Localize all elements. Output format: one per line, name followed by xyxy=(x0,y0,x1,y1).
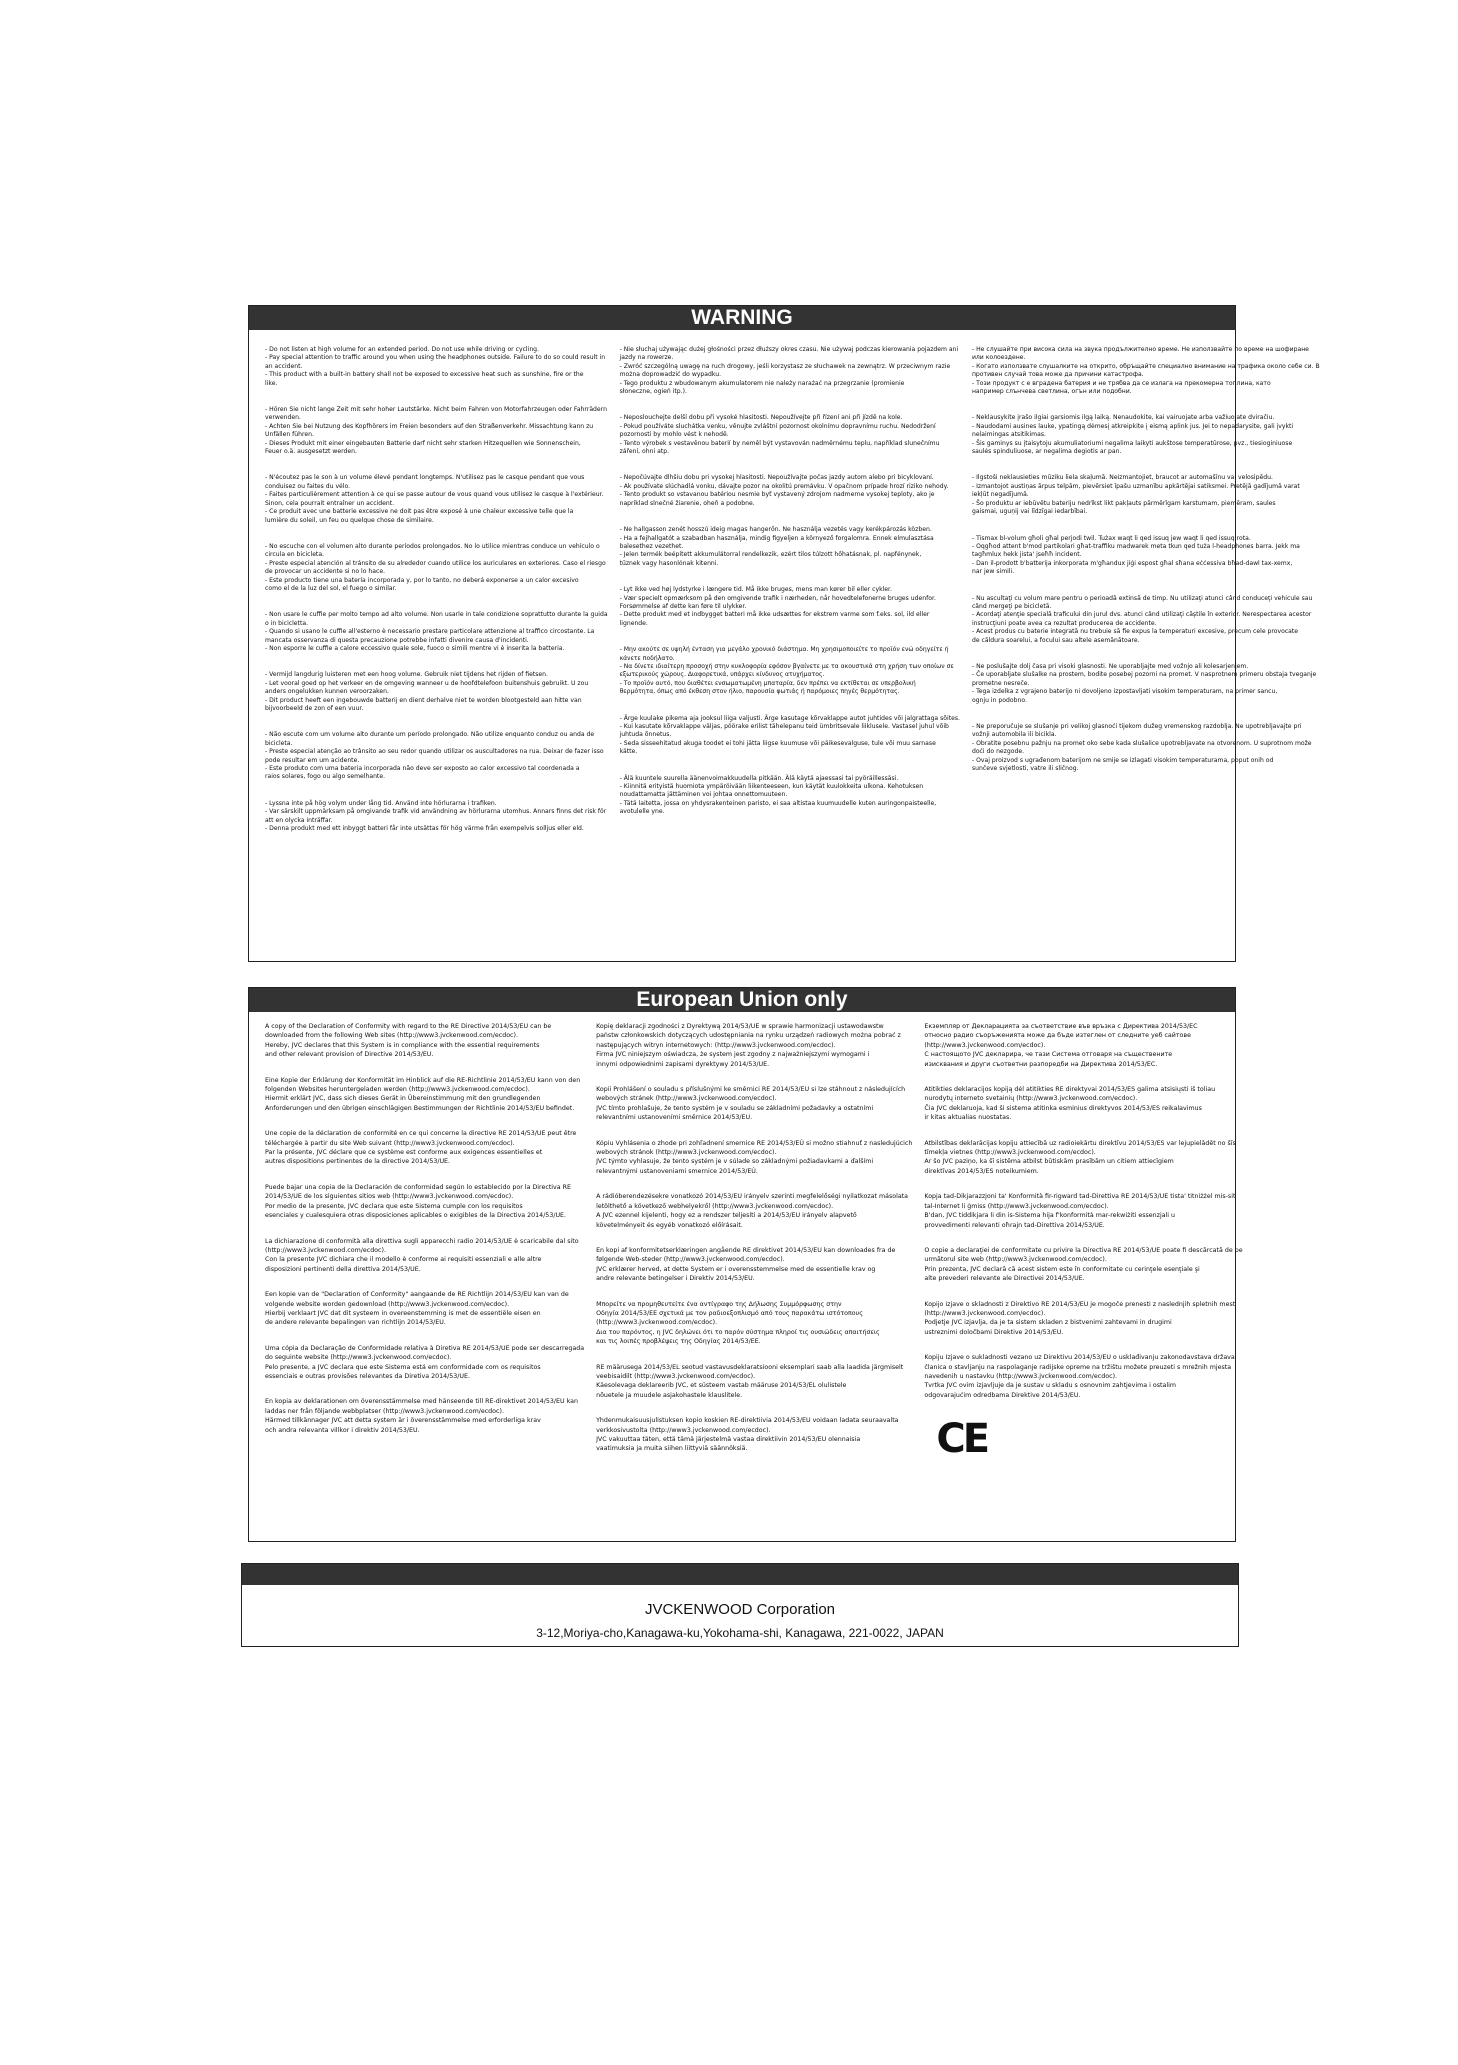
warning-text-line: Forsømmelse af dette kan føre til ulykker. xyxy=(619,602,747,610)
warning-text-line: juhtuda õnnetus. xyxy=(619,731,672,739)
warning-text-line: - Не слушайте при висока сила на звука продължително време. Не използвайте по време на шофиране xyxy=(971,346,1309,353)
eu-text-line: Con la presente JVC dichiara che il modello è conforme ai requisiti essenziali e alle altre xyxy=(265,1256,542,1264)
eu-text-line: B'dan, JVC tiddikjara li din is-Sistema hija f'konformità mar-rekwiżiti essenzjali u xyxy=(924,1212,1176,1220)
warning-text-line: záření, ohni atp. xyxy=(619,448,670,456)
warning-text-line: tűznek vagy hasonlónak kitenni. xyxy=(619,559,719,567)
eu-paragraph xyxy=(924,1192,1242,1230)
warning-paragraph xyxy=(265,671,608,713)
warning-paragraph xyxy=(972,346,1320,396)
company-name: JVCKENWOOD Corporation xyxy=(644,1601,836,1618)
warning-text-line: - Oqgħod attent b'mod partikolari għat-traffiku madwarek meta tkun qed tuża l-headphones barra. Jekk ma xyxy=(971,542,1300,550)
warning-paragraph xyxy=(265,611,608,653)
eu-text-line: A JVC ezennel kijelenti, hogy ez a rendszer teljesíti a 2014/53/EU irányelv alapvető xyxy=(596,1212,857,1220)
eu-text-line: Une copie de la déclaration de conformité en ce qui concerne la directive RE 2014/53/UE peut être xyxy=(265,1130,577,1138)
eu-text-line: państw członkowskich dotyczących udostępniania na rynku urządzeń radiowych można pobrać z xyxy=(596,1032,901,1040)
eu-paragraph xyxy=(924,1353,1242,1400)
warning-paragraph xyxy=(972,595,1320,645)
warning-paragraph xyxy=(620,646,960,696)
warning-text-line: avotulelle yne. xyxy=(619,808,665,816)
eu-text-line: (http://www3.jvckenwood.com/ecdoc). xyxy=(924,1041,1046,1049)
eu-text-line: tal-Internet li ġmiss (http://www3.jvckenwood.com/ecdoc). xyxy=(924,1202,1109,1210)
ce-mark: CE xyxy=(936,1416,988,1463)
warning-text-line: att en olycka inträffar. xyxy=(265,816,333,824)
eu-text-line: următorul site web (http://www3.jvckenwood.com/ecdoc). xyxy=(924,1256,1107,1264)
warning-text-line: jazdy na rowerze. xyxy=(619,354,674,362)
eu-text-line: Yhdenmukaisuusjulistuksen kopio koskien RE-direktiivia 2014/53/EU voidaan ladata seuraavalta xyxy=(596,1417,899,1425)
warning-text-line: an accident. xyxy=(265,362,303,370)
warning-text-line: - Pokud používáte sluchátka venku, věnujte zvláštní pozornost okolnímu dopravnímu ruchu. Nedodržení xyxy=(619,422,936,430)
eu-text-line: Tvrtka JVC ovim izjavljuje da je sustav u skladu s osnovnim zahtjevima i ostalim xyxy=(924,1382,1176,1390)
eu-text-line: Een kopie van de "Declaration of Conformity" aangaande de RE Richtlijn 2014/53/EU kan van de xyxy=(265,1291,569,1299)
eu-text-line: and other relevant provision of Directive 2014/53/EU. xyxy=(265,1051,434,1059)
warning-text-line: lumière du soleil, un feu ou quelque chose de similaire. xyxy=(265,516,434,524)
eu-text-line: essenciais e outras provisões relevantes da Diretiva 2014/53/UE. xyxy=(265,1372,470,1380)
footer-section xyxy=(241,1563,1239,1647)
warning-paragraph xyxy=(265,474,608,524)
warning-text-line: bicicleta. xyxy=(265,739,293,747)
warning-paragraph xyxy=(972,723,1320,773)
warning-text-line: - Tismax bl-volum għoli għal perjodi twil. Tużax waqt li qed issuq jew waqt li qed issuq rota. xyxy=(971,534,1251,542)
warning-text-line: Feuer o.ä. ausgesetzt werden. xyxy=(265,448,357,456)
warning-text-line: doći do nezgode. xyxy=(971,748,1025,756)
warning-text-line: verwenden. xyxy=(265,414,301,422)
warning-text-line: - Този продукт с е вградена батерия и не трябва да се излага на прекомерна топлина, като xyxy=(971,379,1271,387)
warning-title: WARNING xyxy=(249,306,1235,330)
warning-text-line: - Pay special attention to traffic around you when using the headphones outside. Failure to do so could result in xyxy=(265,354,606,362)
eu-text-line: vaatimuksia ja muita siihen liittyviä säännöksiä. xyxy=(596,1445,748,1453)
warning-text-line: vožnji automobila ili bicikla. xyxy=(971,731,1057,739)
warning-text-line: - Kiinnitä erityistä huomiota ympäröivään liikenteeseen, kun käytät kuulokkeita ulkona. Kehotuksen xyxy=(619,783,924,791)
warning-text-line: κάνετε ποδήλατο. xyxy=(619,654,675,662)
eu-text-line: téléchargée à partir du site Web suivant (http://www3.jvckenwood.com/ecdoc). xyxy=(265,1139,515,1147)
warning-paragraph xyxy=(620,346,960,396)
company-address: 3-12,Moriya-cho,Kanagawa-ku,Yokohama-shi, Kanagawa, 221-0022, JAPAN xyxy=(536,1626,944,1640)
warning-text-line: - Nie słuchaj używając dużej głośności przez dłuższy okres czasu. Nie używaj podczas kierowania pojazdem ani xyxy=(619,346,959,353)
eu-text-line: nurodytų interneto svetainių (http://www3.jvckenwood.com/ecdoc). xyxy=(924,1095,1138,1103)
warning-text-line: de provocar un accidente si no lo hace. xyxy=(265,568,386,576)
warning-text-line: anders ongelukken kunnen veroorzaken. xyxy=(265,688,389,696)
warning-text-line: - Jelen termék beépített akkumulátorral rendelkezik, ezért tilos túlzott hőhatásnak, pl. napfénynek, xyxy=(619,551,922,559)
eu-text-line: Kópiu Vyhlásenia o zhode pri zohľadnení smernice RE 2014/53/EÚ si možno stiahnuť z nasledujúcich xyxy=(596,1139,913,1147)
warning-text-line: - Μην ακούτε σε υψηλή ένταση για μεγάλο χρονικό διάστημα. Μη χρησιμοποιείτε το προϊόν ενώ οδηγείτε ή xyxy=(619,646,949,654)
warning-text-line: bijvoorbeeld de zon of een vuur. xyxy=(265,705,364,712)
warning-paragraph xyxy=(620,526,960,568)
eu-text-line: JVC tímto prohlašuje, že tento systém je v souladu se základními požadavky a ostatními xyxy=(596,1104,874,1112)
warning-text-line: o in bicicletta. xyxy=(265,619,309,627)
eu-text-line: følgende Web-steder (http://www3.jvckenwood.com/ecdoc). xyxy=(596,1256,785,1264)
eu-paragraph xyxy=(265,1129,584,1167)
eu-text-line: Käesolevaga deklareerib JVC, et süsteem vastab määruse 2014/53/EL olulistele xyxy=(596,1382,847,1390)
eu-text-line: (http://www3.jvckenwood.com/ecdoc). xyxy=(265,1246,386,1254)
warning-text-line: - Não escute com um volume alto durante um período prolongado. Não utilize enquanto conduz ou anda de xyxy=(265,731,595,739)
eu-text-line: Podjetje JVC izjavlja, da je ta sistem skladen z bistvenimi zahtevami in drugimi xyxy=(924,1319,1172,1327)
eu-text-line: ir kitas aktualias nuostatas. xyxy=(924,1114,1012,1122)
warning-text-line: - Ne hallgasson zenét hosszú ideig magas hangerőn. Ne használja vezetés vagy kerékpározás közben. xyxy=(619,526,932,534)
eu-text-line: volgende website worden gedownload (http://www3.jvckenwood.com/ecdoc). xyxy=(265,1300,510,1308)
eu-text-line: JVC týmto vyhlasuje, že tento systém je v súlade so základnými požiadavkami a ďalšími xyxy=(596,1158,874,1166)
eu-paragraph xyxy=(924,1085,1242,1123)
eu-text-line: Hereby, JVC declares that this System is in compliance with the essential requirements xyxy=(265,1041,540,1049)
warning-text-line: lignende. xyxy=(619,619,648,627)
eu-text-line: Anforderungen und den übrigen einschlägigen Bestimmungen der Richtlinie 2014/53/EU befindet. xyxy=(265,1104,575,1112)
warning-paragraph xyxy=(265,800,608,834)
warning-text-line: или колоездене. xyxy=(971,354,1026,362)
eu-text-line: Μπορείτε να προμηθευτείτε ένα αντίγραφο της Δήλωσης Συμμόρφωσης στην xyxy=(596,1300,842,1308)
eu-text-line: de andere relevante bepalingen van richtlijn 2014/53/EU. xyxy=(265,1319,446,1327)
warning-text-line: - Če uporabljate slušalke na prostem, bodite posebej pozorni na promet. V nasprotnem primeru obstaja tveganje xyxy=(971,671,1317,679)
eu-text-line: Hierbij verklaart JVC dat dit systeem in overeenstemming is met de essentiële eisen en xyxy=(265,1309,541,1317)
eu-text-line: odgovarajućim odredbama Direktive 2014/53/EU. xyxy=(924,1391,1081,1399)
eu-paragraph xyxy=(924,1139,1242,1177)
eu-text-line: članica o stavljanju na raspolaganje radijske opreme na tržištu možete preuzeti s mrežnih mjesta xyxy=(924,1363,1232,1371)
eu-text-line: Екземпляр от Декларацията за съответствие във връзка с Директива 2014/53/ЕС xyxy=(924,1023,1198,1030)
warning-text-line: pode resultar em um acidente. xyxy=(265,756,360,764)
warning-text-line: kätte. xyxy=(619,748,638,756)
eu-paragraph xyxy=(265,1397,584,1435)
eu-text-line: esenciales y cualesquiera otras disposiciones aplicables o exigibles de la Directiva 2014/53/UE. xyxy=(265,1212,567,1220)
eu-paragraph xyxy=(265,1290,584,1328)
eu-text-line: innymi odpowiednimi zapisami dyrektywy 2014/53/UE. xyxy=(596,1060,770,1068)
warning-text-line: sunčeve svjetlosti, vatre ili sličnog. xyxy=(971,765,1079,773)
warning-paragraph xyxy=(972,535,1320,577)
eu-text-line: Kopii Prohlášení o souladu s příslušnými ke směrnici RE 2014/53/EU si lze stáhnout z následujících xyxy=(596,1086,906,1094)
warning-text-line: saulės spinduliuose, ar negalima degiotis ar pan. xyxy=(971,448,1122,456)
eu-text-line: och andra relevanta villkor i direktiv 2014/53/EU. xyxy=(265,1426,420,1434)
warning-text-line: - Neklausykite įrašo ilgiai garsiomis ilgą laiką. Nenaudokite, kai vairuojate arba važiuojate dviračiu. xyxy=(971,414,1275,422)
eu-text-line: folgenden Websites heruntergeladen werden (http://www3.jvckenwood.com/ecdoc). xyxy=(265,1086,530,1094)
eu-text-line: Čia JVC deklaruoja, kad ši sistema atitinka esminius direktyvos 2014/53/ES reikalavimus xyxy=(924,1104,1202,1112)
eu-text-line: tīmekļa vietnes (http://www3.jvckenwood.com/ecdoc). xyxy=(924,1149,1096,1157)
warning-text-line: - Tätä laitetta, jossa on yhdysrakenteinen paristo, ei saa altistaa kuumuudelle kuten auringonpaisteelle, xyxy=(619,799,937,807)
eu-text-line: και τις λοιπές προβλέψεις της Οδηγίας 2014/53/ΕΕ. xyxy=(596,1338,761,1346)
eu-paragraph xyxy=(596,1363,912,1401)
warning-text-line: - Izmantojot austiņas ārpus telpām, pievērsiet īpašu uzmanību apkārtējai satiksmei. Pretējā gadījumā varat xyxy=(971,482,1300,490)
eu-text-line: Kopja tad-Dikjarazzjoni ta' Konformità fir-rigward tad-Direttiva RE 2014/53/UE tista' titniżżel mis-sit xyxy=(924,1193,1236,1201)
warning-text-line: - Το προϊόν αυτό, που διαθέτει ενσωματωμένη μπαταρία, δεν πρέπει να εκτίθεται σε υπερβολική xyxy=(619,679,916,687)
warning-column xyxy=(966,346,1326,851)
eu-text-line: laddas ner från följande webbplatser (http://www3.jvckenwood.com/ecdoc). xyxy=(265,1407,504,1415)
warning-text-line: - Vær specielt opmærksom på den omgivende trafik i nærheden, når hovedtelefonerne bruges udenfor. xyxy=(619,594,936,602)
eu-text-line: direktīvas 2014/53/ES noteikumiem. xyxy=(924,1167,1039,1175)
warning-text-line: - Tento produkt so vstavanou batériou nesmie byť vystavený zdrojom nadmerne vysokej teploty, ako je xyxy=(619,491,935,499)
warning-text-line: - Denna produkt med ett inbyggt batteri får inte utsättas för hög värme från exempelvis solljus eller eld. xyxy=(265,825,584,833)
eu-text-line: Par la présente, JVC déclare que ce système est conforme aux exigences essentielles et xyxy=(265,1149,543,1157)
eu-text-line: Por medio de la presente, JVC declara que este Sistema cumple con los requisitos xyxy=(265,1202,523,1210)
warning-text-line: când mergeţi pe bicicletă. xyxy=(971,602,1052,610)
warning-text-line: - Ha a fejhallgatót a szabadban használja, mindig figyeljen a környező forgalomra. Ennek elmulasztása xyxy=(619,534,934,542)
warning-text-line: - Tego produktu z wbudowanym akumulatorem nie należy narażać na przegrzanie (promienie xyxy=(619,379,905,387)
eu-column xyxy=(918,1022,1248,1470)
eu-columns xyxy=(249,1022,1243,1470)
warning-text-line: prometne nesreče. xyxy=(971,679,1030,687)
warning-text-line: - Acest produs cu baterie integrată nu trebuie să fie expus la temperaturi excesive, precum cele provocate xyxy=(971,628,1299,636)
eu-paragraph xyxy=(265,1237,584,1275)
eu-text-line: 2014/53/UE de los siguientes sitios web (http://www3.jvckenwood.com/ecdoc). xyxy=(265,1193,514,1201)
eu-text-line: alte prevederi relevante ale Directivei 2014/53/UE. xyxy=(924,1275,1085,1283)
warning-text-line: - Dan il-prodott b'batterija inkorporata m'għandux jiġi espost għal sħana eċċessiva bħad-dawl tax-xemx, xyxy=(971,559,1293,567)
warning-text-line: - Este produto com uma bateria incorporada não deve ser exposto ao calor excessivo tal coordenada a xyxy=(265,765,580,773)
eu-text-line: letölthető a következő webhelyekről (http://www3.jvckenwood.com/ecdoc). xyxy=(596,1202,834,1210)
warning-text-line: - Когато използвате слушалките на открито, обръщайте специално внимание на трафика около себе си. В xyxy=(971,362,1320,370)
eu-text-line: követelményeit és egyéb vonatkozó előírásait. xyxy=(596,1221,743,1229)
warning-text-line: como el de la luz del sol, el fuego o similar. xyxy=(265,584,397,592)
warning-text-line: balesethez vezethet. xyxy=(619,542,684,550)
eu-paragraph xyxy=(596,1416,912,1454)
warning-paragraph xyxy=(972,414,1320,456)
warning-text-line: - Acordaţi atenţie specială traficului din jurul dvs. atunci când utilizaţi căştile în exterior. Nerespectarea acestor xyxy=(971,611,1312,619)
warning-paragraph xyxy=(620,586,960,628)
eu-text-line: O copie a declaraţiei de conformitate cu privire la Directiva RE 2014/53/UE poate fi descărcată de pe xyxy=(924,1246,1243,1254)
warning-text-line: - N'écoutez pas le son à un volume élevé pendant longtemps. N'utilisez pas le casque pendant que vous xyxy=(265,474,585,482)
eu-text-line: Δια του παρόντος, η JVC δηλώνει ότι το παρόν σύστημα πληροί τις ουσιώδεις απαιτήσεις xyxy=(596,1328,880,1336)
warning-text-line: - Preste especial atención al tránsito de su alrededor cuando utilice los auriculares en exteriores. Caso el riesgo xyxy=(265,559,606,567)
eu-text-line: veebisaidilt (http://www3.jvckenwood.com/ecdoc). xyxy=(596,1372,756,1380)
warning-paragraph xyxy=(265,731,608,781)
warning-text-line: - Vermijd langdurig luisteren met een hoog volume. Gebruik niet tijdens het rijden of fietsen. xyxy=(265,671,548,679)
warning-text-line: circula en bicicleta. xyxy=(265,551,324,559)
warning-text-line: - Dit product heeft een ingebouwde batterij en dient derhalve niet te worden blootgesteld aan hitte van xyxy=(265,696,582,704)
eu-text-line: Kopijo izjave o skladnosti z Direktivo RE 2014/53/EU je mogoče prenesti z naslednjih spletnih mest xyxy=(924,1300,1236,1308)
warning-text-line: - Ne preporučuje se slušanje pri velikoj glasnoći tijekom dužeg vremenskog razdoblja. Ne upotrebljavajte pri xyxy=(971,723,1302,730)
warning-text-line: napríklad slnečné žiarenie, oheň a podobne. xyxy=(619,499,755,507)
warning-text-line: mancata osservanza di questa precauzione potrebbe infatti divenire causa d'incidenti. xyxy=(265,636,529,644)
eu-text-line: A rádióberendezésekre vonatkozó 2014/53/EU irányelv szerinti megfelelőségi nyilatkozat másolata xyxy=(596,1193,909,1201)
eu-text-line: (http://www3.jvckenwood.com/ecdoc). xyxy=(596,1319,718,1327)
warning-paragraph xyxy=(620,715,960,757)
eu-text-line: relevantnými ustanoveniami smernice 2014/53/EÚ. xyxy=(596,1167,758,1175)
eu-text-line: Prin prezenta, JVC declară că acest sistem este în conformitate cu cerinţele esenţiale şi xyxy=(924,1265,1200,1273)
warning-text-line: można doprowadzić do wypadku. xyxy=(619,371,722,379)
warning-text-line: nelaimingas atsitikimas. xyxy=(971,431,1046,439)
warning-text-line: instrucţiuni poate avea ca rezultat producerea de accidente. xyxy=(971,619,1157,627)
warning-text-line: - Lyt ikke ved høj lydstyrke i længere tid. Må ikke bruges, mens man kører bil eller cykler. xyxy=(619,586,892,594)
eu-text-line: Puede bajar una copia de la Declaración de conformidad según lo establecido por la Directiva RE xyxy=(265,1183,571,1191)
eu-text-line: JVC erklærer herved, at dette System er i overensstemmelse med de essentielle krav og xyxy=(596,1265,876,1273)
warning-text-line: Sinon, cela pourrait entraîner un accident. xyxy=(265,499,395,507)
warning-text-line: - Kui kasutate kõrvaklappe väljas, pöörake erilist tähelepanu teid ümbritsevale liiklusele. Vastasel juhul võib xyxy=(619,723,949,730)
warning-text-line: tagħmlux hekk jista' jseħħ incident. xyxy=(971,551,1082,559)
warning-text-line: conduisez ou faites du vélo. xyxy=(265,482,351,490)
warning-text-line: - Do not listen at high volume for an extended period. Do not use while driving or cycling. xyxy=(265,346,539,353)
eu-text-line: downloaded from the following Web sites (http://www3.jvckenwood.com/ecdoc). xyxy=(265,1032,518,1040)
eu-text-line: provvedimenti relevanti oħrajn tad-Direttiva 2014/53/UE. xyxy=(924,1221,1105,1229)
warning-text-line: - Älä kuuntele suurella äänenvoimakkuudella pitkään. Älä käytä ajaessasi tai pyöräillessäsi. xyxy=(619,774,899,782)
eu-text-line: En kopia av deklarationen om överensstämmelse med hänseende till RE-direktivet 2014/53/EU kan xyxy=(265,1398,578,1406)
warning-text-line: - Šo produktu ar iebūvētu bateriju nedrīkst likt pakļauts pārmērīgam karstumam, piemēram, saules xyxy=(971,499,1276,507)
eu-text-line: относно радио съоръженията може да бъде изтеглен от следните уеб сайтове xyxy=(924,1032,1191,1040)
warning-text-line: iekļūt negadījumā. xyxy=(971,491,1029,499)
eu-paragraph xyxy=(596,1300,912,1347)
warning-text-line: - Να δίνετε ιδιαίτερη προσοχή στην κυκλοφορία εφόσον βγαίνετε με τα ακουστικά στη χρήση των οποίων σε xyxy=(619,662,954,670)
warning-paragraph xyxy=(265,346,608,388)
warning-text-line: - Faites particulièrement attention à ce qui se passe autour de vous quand vous utilisez le casque à l'extérieur. xyxy=(265,491,604,499)
warning-text-line: - Let vooral goed op het verkeer en de omgeving wanneer u de hoofdtelefoon buitenshuis gebruikt. U zou xyxy=(265,679,589,687)
eu-paragraph xyxy=(265,1076,584,1114)
eu-text-line: изисквания и други съответни разпоредби на Директива 2014/53/ЕС. xyxy=(924,1060,1158,1068)
eu-text-line: Uma cópia da Declaração de Conformidade relativa à Diretiva RE 2014/53/UE pode ser descarregada xyxy=(265,1344,585,1352)
eu-text-line: Härmed tillkännager JVC att detta system är i överensstämmelse med erforderliga krav xyxy=(265,1417,541,1425)
eu-paragraph xyxy=(596,1085,912,1123)
warning-paragraph xyxy=(620,775,960,817)
footer-bar xyxy=(242,1564,1238,1585)
eu-text-line: webových stránek (http://www3.jvckenwood.com/ecdoc). xyxy=(596,1095,777,1103)
warning-text-line: - Obratite posebnu pažnju na promet oko sebe kada slušalice upotrebljavate na otvorenom. U suprotnom može xyxy=(971,739,1312,747)
warning-text-line: - Este producto tiene una batería incorporada y, por lo tanto, no deberá exponerse a un calor excesivo xyxy=(265,576,579,584)
warning-text-line: - Ce produit avec une batterie excessive ne doit pas être exposé à une chaleur excessive telle que la xyxy=(265,508,574,516)
eu-text-line: autres dispositions pertinentes de la directive 2014/53/UE. xyxy=(265,1158,451,1166)
warning-text-line: - Tega izdelka z vgrajeno baterijo ni dovoljeno izpostavljati visokim temperaturam, na primer sancu, xyxy=(971,688,1278,696)
warning-text-line: - Ärge kuulake pikema aja jooksul liiga valjusti. Ärge kasutage kõrvaklappe autot juhtides või jalgrattaga sõites. xyxy=(619,714,960,722)
warning-text-line: - Nepočúvajte dlhšiu dobu pri vysokej hlasitosti. Nepoužívajte počas jazdy autom alebo pri bicyklovaní. xyxy=(619,474,934,482)
warning-text-line: de căldura soarelui, a focului sau altele asemănătoare. xyxy=(971,636,1140,644)
warning-text-line: - Neposlouchejte delší dobu při vysoké hlasitosti. Nepoužívejte při řízení ani při jízdě na kole. xyxy=(619,414,903,422)
eu-paragraph xyxy=(924,1300,1242,1338)
warning-text-line: - Quando si usano le cuffie all'esterno è necessario prestare particolare attenzione al traffico circostante. La xyxy=(265,628,595,636)
warning-columns xyxy=(249,346,1320,851)
warning-text-line: - Nu ascultaţi cu volum mare pentru o perioadă extinsă de timp. Nu utilizaţi atunci când conduceţi vehicule sau xyxy=(971,594,1313,602)
eu-text-line: disposizioni pertinenti della direttiva 2014/53/UE. xyxy=(265,1265,421,1273)
eu-text-line: Ar šo JVC paziņo, ka šī sistēma atbilst būtiskām prasībām un citiem attiecīgiem xyxy=(924,1158,1174,1166)
eu-text-line: Atitikties deklaracijos kopiją dėl atitikties RE direktyvai 2014/53/ES galima atsisiųsti iš toliau xyxy=(924,1086,1216,1094)
eu-text-line: (http://www3.jvckenwood.com/ecdoc). xyxy=(924,1309,1046,1317)
warning-paragraph xyxy=(620,414,960,456)
warning-text-line: noudattamatta jättäminen voi johtaa onnettomuuteen. xyxy=(619,791,788,799)
eu-text-line: La dichiarazione di conformità alla direttiva sugli apparecchi radio 2014/53/UE è scaricabile dal sito xyxy=(265,1237,579,1245)
warning-text-line: - Non esporre le cuffie a calore eccessivo quale sole, fuoco o simili mentre vi è inserita la batteria. xyxy=(265,644,565,652)
warning-text-line: - Var särskilt uppmärksam på omgivande trafik vid användning av hörlurarna utomhus. Annars finns det risk för xyxy=(265,808,607,816)
warning-text-line: εξωτερικούς χώρους. Διαφορετικά, υπάρχει κίνδυνος ατυχήματος. xyxy=(619,671,825,679)
warning-text-line: - Ne poslušajte dolj časa pri visoki glasnosti. Ne uporabljajte med vožnjo ali kolesarjenjem. xyxy=(971,662,1249,670)
warning-text-line: - Naudodami ausines lauke, ypatingą dėmesį atkreipkite į eismą aplink jus. Jei to nepadarysite, gali įvykti xyxy=(971,422,1294,430)
eu-column xyxy=(259,1022,590,1470)
warning-text-line: - Achten Sie bei Nutzung des Kopfhörers im Freien besonders auf den Straßenverkehr. Missachtung kann zu xyxy=(265,422,594,430)
warning-text-line: - This product with a built-in battery shall not be exposed to excessive heat such as sunshine, fire or the xyxy=(265,371,584,379)
warning-text-line: słoneczne, ogień itp.). xyxy=(619,388,687,396)
warning-text-line: - Dette produkt med et indbygget batteri må ikke udsættes for ekstrem varme som f.eks. sol, ild eller xyxy=(619,611,930,619)
warning-text-line: pozornosti by mohlo vést k nehodě. xyxy=(619,431,729,439)
warning-text-line: - No escuche con el volumen alto durante períodos prolongados. No lo utilice mientras conduce un vehículo o xyxy=(265,542,600,550)
eu-text-line: Atbilstības deklarācijas kopiju attiecībā uz radioiekārtu direktīvu 2014/53/ES var lejupielādēt no šīs xyxy=(924,1139,1236,1147)
warning-text-line: - Lyssna inte på hög volym under lång tid. Använd inte hörlurarna i trafiken. xyxy=(265,799,497,807)
eu-paragraph xyxy=(924,1022,1242,1069)
warning-text-line: - Ovaj proizvod s ugrađenom baterijom ne smije se izlagati visokim temperaturama, poput onih od xyxy=(971,756,1274,764)
warning-text-line: nar jew simili. xyxy=(971,568,1015,576)
warning-paragraph xyxy=(972,663,1320,705)
eu-paragraph xyxy=(924,1246,1242,1284)
warning-text-line: like. xyxy=(265,379,278,387)
eu-text-line: relevantními ustanoveními směrnice 2014/53/EU. xyxy=(596,1114,753,1122)
warning-text-line: - Tento výrobek s vestavěnou baterií by neměl být vystavován nadměrnému teplu, například slunečnímu xyxy=(619,439,940,447)
warning-text-line: ognju in podobno. xyxy=(971,696,1027,704)
eu-paragraph xyxy=(265,1344,584,1382)
warning-text-line: - Hören Sie nicht lange Zeit mit sehr hoher Lautstärke. Nicht beim Fahren von Motorfahrzeugen oder Fahrrädern xyxy=(265,406,607,414)
eu-text-line: JVC vakuuttaa täten, että tämä järjestelmä vastaa direktiivin 2014/53/EU olennaisia xyxy=(596,1436,861,1443)
warning-text-line: - Zwróć szczególną uwagę na ruch drogowy, jeśli korzystasz ze słuchawek na zewnątrz. W przeciwnym razie xyxy=(619,362,951,370)
warning-paragraph xyxy=(620,474,960,508)
eu-text-line: następujących witryn internetowych: (http://www3.jvckenwood.com/ecdoc). xyxy=(596,1041,836,1049)
eu-text-line: Pelo presente, a JVC declara que este Sistema está em conformidade com os requisitos xyxy=(265,1363,541,1371)
warning-text-line: - Šis gaminys su įtaisytoju akumuliatoriumi negalima laikyti aukštose temperatūrose, pvz., tiesioginiuose xyxy=(971,439,1293,447)
eu-paragraph xyxy=(596,1246,912,1284)
warning-column xyxy=(259,346,614,851)
warning-paragraph xyxy=(972,474,1320,516)
eu-text-line: Οδηγία 2014/53/ΕΕ σχετικά με τον ραδιοεξοπλισμό από τους παρακάτω ιστότοπους xyxy=(596,1309,863,1317)
eu-text-line: Firma JVC niniejszym oświadcza, że system jest zgodny z najważniejszymi wymogami i xyxy=(596,1051,870,1059)
eu-text-line: Kopię deklaracji zgodności z Dyrektywą 2014/53/UE w sprawie harmonizacji ustawodawstw xyxy=(596,1023,884,1030)
eu-text-line: verkkosivustolta (http://www3.jvckenwood.com/ecdoc). xyxy=(596,1426,771,1434)
eu-text-line: Kopiju Izjave o sukladnosti vezano uz Direktivu 2014/53/EU o usklađivanju zakonodavstava država xyxy=(924,1354,1235,1362)
eu-text-line: A copy of the Declaration of Conformity with regard to the RE Directive 2014/53/EU can be xyxy=(265,1023,552,1030)
warning-text-line: θερμότητα, όπως από έκθεση στον ήλιο, παρουσία φωτιάς ή παρόμοιες πηγές θερμότητας. xyxy=(619,688,900,696)
eu-paragraph xyxy=(596,1192,912,1230)
eu-text-line: navedenih u nastavku (http://www3.jvckenwood.com/ecdoc). xyxy=(924,1372,1118,1380)
eu-text-line: do seguinte website (http://www3.jvckenwood.com/ecdoc). xyxy=(265,1354,452,1362)
eu-text-line: ustreznimi določbami Direktive 2014/53/EU. xyxy=(924,1328,1064,1336)
warning-text-line: - Seda sisseehitatud akuga toodet ei tohi jätta liigse kuumuse või päikesevalguse, tule või muu sarnase xyxy=(619,739,936,747)
eu-paragraph xyxy=(596,1022,912,1069)
eu-column xyxy=(590,1022,918,1470)
eu-paragraph xyxy=(596,1139,912,1177)
eu-text-line: webových stránok (http://www3.jvckenwood.com/ecdoc). xyxy=(596,1149,777,1157)
warning-text-line: gaismai, uguņij vai līdzīgai iedarbībai. xyxy=(971,508,1088,516)
eu-paragraph xyxy=(265,1022,584,1060)
eu-text-line: Eine Kopie der Erklärung der Konformität im Hinblick auf die RE-Richtlinie 2014/53/EU kann von den xyxy=(265,1076,581,1084)
eu-text-line: En kopi af konformitetserklæringen angående RE direktivet 2014/53/EU kan downloades fra de xyxy=(596,1246,896,1254)
warning-text-line: например слънчева светлина, огън или подобни. xyxy=(971,388,1132,396)
warning-text-line: противен случай това може да причини катастрофа. xyxy=(971,371,1144,379)
warning-text-line: - Ak používate slúchadlá vonku, dávajte pozor na okolitú premávku. V opačnom prípade hrozí riziko nehody. xyxy=(619,482,949,490)
warning-paragraph xyxy=(265,543,608,593)
eu-title: European Union only xyxy=(249,988,1235,1012)
warning-text-line: - Non usare le cuffie per molto tempo ad alto volume. Non usarle in tale condizione soprattutto durante la guida xyxy=(265,611,608,619)
warning-text-line: Unfällen führen. xyxy=(265,431,314,439)
eu-text-line: Hiermit erklärt JVC, dass sich dieses Gerät in Übereinstimmung mit den grundlegenden xyxy=(265,1095,541,1103)
warning-section xyxy=(248,305,1320,962)
eu-text-line: andre relevante betingelser i Direktiv 2014/53/EU. xyxy=(596,1275,755,1283)
eu-text-line: nõuetele ja muudele asjakohastele klauslitele. xyxy=(596,1391,743,1399)
eu-text-line: С настоящото JVC декларира, че тази Система отговаря на съществените xyxy=(924,1051,1173,1059)
warning-text-line: - Ilgstoši neklausieties mūziku liela skaļumā. Neizmantojiet, braucot ar automašīnu vai velosipēdu. xyxy=(971,474,1273,482)
eu-section xyxy=(248,987,1243,1542)
warning-text-line: - Preste especial atenção ao trânsito ao seu redor quando utilizar os auscultadores na rua. Deixar de fazer isso xyxy=(265,748,604,756)
eu-paragraph xyxy=(265,1183,584,1221)
warning-paragraph xyxy=(265,406,608,456)
warning-text-line: raios solares, fogo ou algo semelhante. xyxy=(265,773,386,781)
eu-text-line: RE määrusega 2014/53/EL seotud vastavusdeklaratsiooni eksemplari saab alla laadida järgmiselt xyxy=(596,1363,904,1371)
warning-text-line: - Dieses Produkt mit einer eingebauten Batterie darf nicht sehr starken Hitzequellen wie Sonnenschein, xyxy=(265,439,581,447)
warning-column xyxy=(614,346,966,851)
